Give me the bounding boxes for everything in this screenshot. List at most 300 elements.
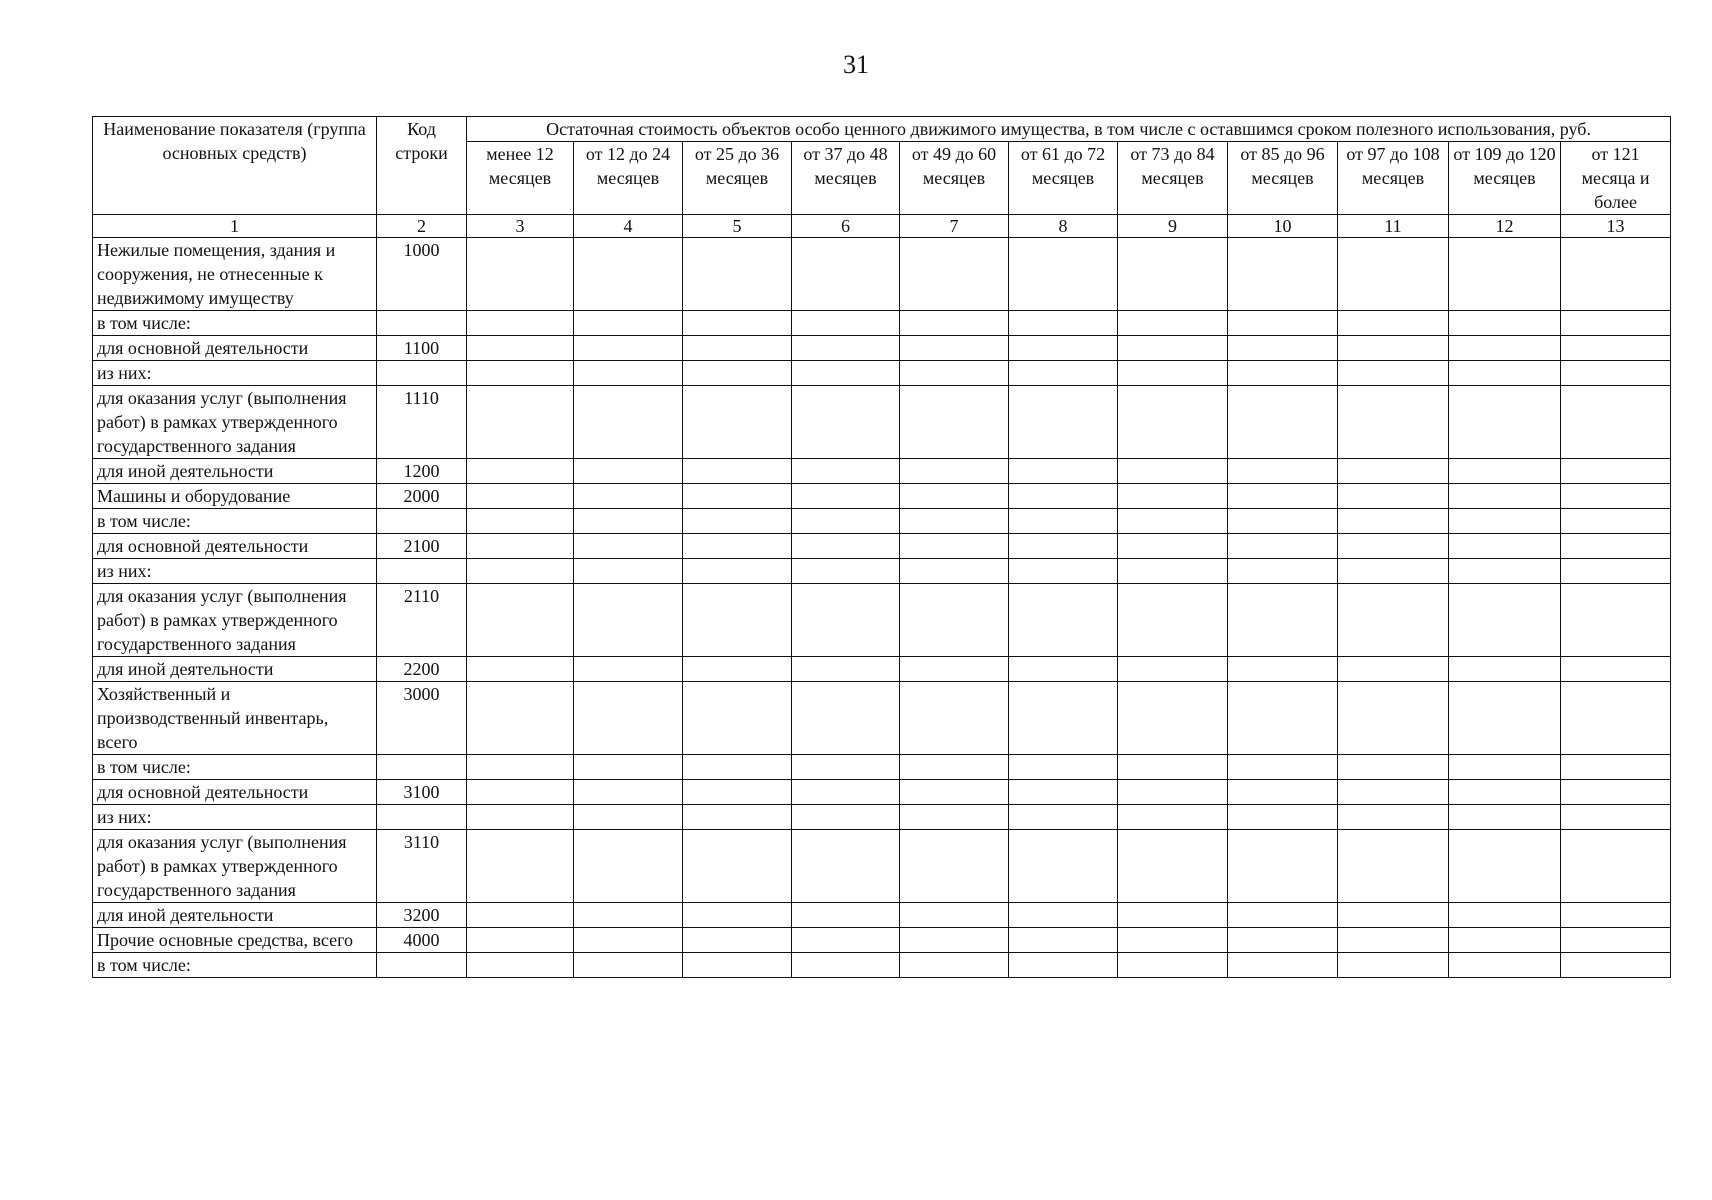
- table-row: [93, 459, 1671, 484]
- row-name: для оказания услуг (выполнения работ) в рамках утвержденного государственного задания: [93, 386, 377, 459]
- value-cell: [1228, 903, 1338, 928]
- value-cell: [683, 509, 792, 534]
- value-cell: [574, 361, 683, 386]
- table-row: [93, 559, 1671, 584]
- value-cell: [1338, 805, 1449, 830]
- value-cell: [1338, 953, 1449, 978]
- value-cell: [1449, 755, 1561, 780]
- header-period: от 37 до 48 месяцев: [792, 142, 900, 215]
- value-cell: [1561, 657, 1671, 682]
- value-cell: [1449, 238, 1561, 311]
- value-cell: [1561, 805, 1671, 830]
- value-cell: [1118, 903, 1228, 928]
- row-name: для иной деятельности: [93, 657, 377, 682]
- value-cell: [900, 386, 1009, 459]
- value-cell: [1118, 682, 1228, 755]
- value-cell: [792, 311, 900, 336]
- value-cell: [1561, 559, 1671, 584]
- value-cell: [1228, 238, 1338, 311]
- value-cell: [1228, 830, 1338, 903]
- value-cell: [792, 903, 900, 928]
- column-number: 8: [1009, 215, 1118, 238]
- table-row: [93, 336, 1671, 361]
- value-cell: [792, 805, 900, 830]
- value-cell: [1449, 805, 1561, 830]
- value-cell: [1118, 559, 1228, 584]
- table-row: [93, 903, 1671, 928]
- value-cell: [1561, 830, 1671, 903]
- value-cell: [1009, 928, 1118, 953]
- value-cell: [1228, 559, 1338, 584]
- row-name: для иной деятельности: [93, 459, 377, 484]
- value-cell: [683, 755, 792, 780]
- value-cell: [683, 559, 792, 584]
- value-cell: [467, 459, 574, 484]
- value-cell: [1449, 534, 1561, 559]
- row-name: для иной деятельности: [93, 903, 377, 928]
- value-cell: [1449, 484, 1561, 509]
- value-cell: [1118, 534, 1228, 559]
- value-cell: [1561, 682, 1671, 755]
- value-cell: [1561, 755, 1671, 780]
- row-code: [377, 755, 467, 780]
- value-cell: [1228, 336, 1338, 361]
- column-number: 6: [792, 215, 900, 238]
- value-cell: [1561, 238, 1671, 311]
- value-cell: [467, 755, 574, 780]
- table-row: [93, 755, 1671, 780]
- value-cell: [1449, 830, 1561, 903]
- column-number: 13: [1561, 215, 1671, 238]
- value-cell: [1561, 780, 1671, 805]
- value-cell: [1009, 830, 1118, 903]
- column-number: 2: [377, 215, 467, 238]
- value-cell: [792, 953, 900, 978]
- value-cell: [1561, 311, 1671, 336]
- value-cell: [1561, 386, 1671, 459]
- row-name: Машины и оборудование: [93, 484, 377, 509]
- value-cell: [1118, 657, 1228, 682]
- value-cell: [1009, 682, 1118, 755]
- value-cell: [574, 311, 683, 336]
- table-body: [93, 117, 1671, 978]
- value-cell: [1449, 953, 1561, 978]
- value-cell: [792, 559, 900, 584]
- row-code: 3000: [377, 682, 467, 755]
- table-row: [93, 238, 1671, 311]
- row-code: 3100: [377, 780, 467, 805]
- value-cell: [900, 584, 1009, 657]
- row-name: из них:: [93, 361, 377, 386]
- value-cell: [574, 459, 683, 484]
- value-cell: [1228, 657, 1338, 682]
- value-cell: [467, 509, 574, 534]
- value-cell: [467, 780, 574, 805]
- value-cell: [1009, 953, 1118, 978]
- value-cell: [1118, 953, 1228, 978]
- value-cell: [1338, 311, 1449, 336]
- value-cell: [900, 361, 1009, 386]
- value-cell: [792, 755, 900, 780]
- header-row-numbers: [93, 215, 1671, 238]
- row-code: 2000: [377, 484, 467, 509]
- value-cell: [1338, 830, 1449, 903]
- value-cell: [1449, 311, 1561, 336]
- value-cell: [1338, 238, 1449, 311]
- value-cell: [1338, 780, 1449, 805]
- value-cell: [574, 805, 683, 830]
- header-period: менее 12 месяцев: [467, 142, 574, 215]
- value-cell: [900, 336, 1009, 361]
- value-cell: [1338, 559, 1449, 584]
- value-cell: [1009, 311, 1118, 336]
- value-cell: [900, 682, 1009, 755]
- row-code: 2200: [377, 657, 467, 682]
- value-cell: [1449, 361, 1561, 386]
- value-cell: [467, 361, 574, 386]
- value-cell: [792, 509, 900, 534]
- value-cell: [792, 238, 900, 311]
- value-cell: [467, 559, 574, 584]
- header-code: Код строки: [377, 117, 467, 215]
- table-row: [93, 657, 1671, 682]
- row-code: [377, 805, 467, 830]
- value-cell: [1009, 484, 1118, 509]
- value-cell: [467, 311, 574, 336]
- value-cell: [467, 386, 574, 459]
- value-cell: [683, 361, 792, 386]
- header-period: от 121 месяца и более: [1561, 142, 1671, 215]
- value-cell: [574, 953, 683, 978]
- value-cell: [574, 780, 683, 805]
- value-cell: [1228, 484, 1338, 509]
- value-cell: [467, 336, 574, 361]
- value-cell: [792, 459, 900, 484]
- value-cell: [792, 336, 900, 361]
- value-cell: [1118, 805, 1228, 830]
- value-cell: [574, 386, 683, 459]
- value-cell: [900, 484, 1009, 509]
- value-cell: [467, 928, 574, 953]
- value-cell: [900, 459, 1009, 484]
- row-code: [377, 361, 467, 386]
- value-cell: [900, 928, 1009, 953]
- value-cell: [683, 780, 792, 805]
- value-cell: [1338, 386, 1449, 459]
- value-cell: [792, 534, 900, 559]
- table-row: [93, 805, 1671, 830]
- value-cell: [1449, 509, 1561, 534]
- row-name: для основной деятельности: [93, 336, 377, 361]
- value-cell: [1228, 780, 1338, 805]
- value-cell: [1009, 780, 1118, 805]
- value-cell: [792, 928, 900, 953]
- row-name: в том числе:: [93, 755, 377, 780]
- value-cell: [900, 755, 1009, 780]
- value-cell: [1561, 336, 1671, 361]
- value-cell: [1009, 336, 1118, 361]
- header-period: от 25 до 36 месяцев: [683, 142, 792, 215]
- value-cell: [1118, 509, 1228, 534]
- value-cell: [1338, 534, 1449, 559]
- value-cell: [574, 559, 683, 584]
- value-cell: [683, 928, 792, 953]
- value-cell: [467, 657, 574, 682]
- table-row: [93, 311, 1671, 336]
- header-group: Остаточная стоимость объектов особо ценного движимого имущества, в том числе с оставшимся сроком полезного использования, руб.: [467, 117, 1671, 142]
- value-cell: [1228, 534, 1338, 559]
- value-cell: [1228, 755, 1338, 780]
- value-cell: [1118, 928, 1228, 953]
- header-period: от 73 до 84 месяцев: [1118, 142, 1228, 215]
- value-cell: [1118, 780, 1228, 805]
- value-cell: [1338, 336, 1449, 361]
- value-cell: [574, 584, 683, 657]
- value-cell: [683, 311, 792, 336]
- value-cell: [1449, 584, 1561, 657]
- table-row: [93, 830, 1671, 903]
- value-cell: [1561, 903, 1671, 928]
- value-cell: [574, 682, 683, 755]
- value-cell: [1228, 953, 1338, 978]
- value-cell: [1009, 805, 1118, 830]
- row-name: для основной деятельности: [93, 780, 377, 805]
- value-cell: [1561, 459, 1671, 484]
- value-cell: [1338, 459, 1449, 484]
- header-period: от 49 до 60 месяцев: [900, 142, 1009, 215]
- value-cell: [792, 361, 900, 386]
- value-cell: [1449, 336, 1561, 361]
- value-cell: [1561, 534, 1671, 559]
- header-period: от 12 до 24 месяцев: [574, 142, 683, 215]
- row-code: [377, 559, 467, 584]
- table-row: [93, 509, 1671, 534]
- table-row: [93, 953, 1671, 978]
- row-code: 1200: [377, 459, 467, 484]
- value-cell: [900, 534, 1009, 559]
- value-cell: [1449, 903, 1561, 928]
- value-cell: [1228, 311, 1338, 336]
- header-name: Наименование показателя (группа основных средств): [93, 117, 377, 215]
- value-cell: [1449, 657, 1561, 682]
- value-cell: [900, 805, 1009, 830]
- value-cell: [1009, 459, 1118, 484]
- value-cell: [1118, 311, 1228, 336]
- row-code: 3110: [377, 830, 467, 903]
- value-cell: [1228, 928, 1338, 953]
- value-cell: [1118, 459, 1228, 484]
- value-cell: [900, 657, 1009, 682]
- value-cell: [1228, 459, 1338, 484]
- value-cell: [1118, 830, 1228, 903]
- column-number: 7: [900, 215, 1009, 238]
- value-cell: [1009, 534, 1118, 559]
- value-cell: [1009, 361, 1118, 386]
- value-cell: [1228, 386, 1338, 459]
- value-cell: [792, 830, 900, 903]
- value-cell: [792, 386, 900, 459]
- value-cell: [574, 534, 683, 559]
- row-name: из них:: [93, 805, 377, 830]
- row-name: в том числе:: [93, 953, 377, 978]
- table-row: [93, 534, 1671, 559]
- value-cell: [467, 584, 574, 657]
- value-cell: [900, 238, 1009, 311]
- value-cell: [683, 459, 792, 484]
- value-cell: [1228, 361, 1338, 386]
- value-cell: [467, 953, 574, 978]
- row-name: Прочие основные средства, всего: [93, 928, 377, 953]
- table-row: [93, 928, 1671, 953]
- header-period: от 97 до 108 месяцев: [1338, 142, 1449, 215]
- value-cell: [792, 584, 900, 657]
- value-cell: [683, 657, 792, 682]
- value-cell: [900, 311, 1009, 336]
- value-cell: [1449, 780, 1561, 805]
- value-cell: [683, 336, 792, 361]
- value-cell: [1009, 509, 1118, 534]
- value-cell: [1009, 903, 1118, 928]
- value-cell: [792, 780, 900, 805]
- value-cell: [1561, 509, 1671, 534]
- value-cell: [1561, 953, 1671, 978]
- value-cell: [1118, 755, 1228, 780]
- value-cell: [683, 805, 792, 830]
- value-cell: [1009, 755, 1118, 780]
- value-cell: [1449, 386, 1561, 459]
- row-code: 2100: [377, 534, 467, 559]
- table-row: [93, 484, 1671, 509]
- header-period: от 85 до 96 месяцев: [1228, 142, 1338, 215]
- value-cell: [1338, 903, 1449, 928]
- value-cell: [467, 484, 574, 509]
- row-code: 1110: [377, 386, 467, 459]
- value-cell: [574, 336, 683, 361]
- value-cell: [1449, 459, 1561, 484]
- value-cell: [574, 928, 683, 953]
- column-number: 11: [1338, 215, 1449, 238]
- value-cell: [574, 755, 683, 780]
- value-cell: [1228, 682, 1338, 755]
- value-cell: [467, 903, 574, 928]
- value-cell: [1228, 509, 1338, 534]
- value-cell: [1009, 584, 1118, 657]
- column-number: 9: [1118, 215, 1228, 238]
- value-cell: [1118, 484, 1228, 509]
- row-name: в том числе:: [93, 509, 377, 534]
- value-cell: [1338, 928, 1449, 953]
- value-cell: [1228, 805, 1338, 830]
- value-cell: [1338, 657, 1449, 682]
- value-cell: [1561, 484, 1671, 509]
- value-cell: [1009, 386, 1118, 459]
- row-code: [377, 953, 467, 978]
- value-cell: [574, 509, 683, 534]
- header-row-1: [93, 117, 1671, 142]
- value-cell: [574, 903, 683, 928]
- value-cell: [1118, 386, 1228, 459]
- value-cell: [1118, 361, 1228, 386]
- column-number: 1: [93, 215, 377, 238]
- value-cell: [574, 484, 683, 509]
- value-cell: [683, 484, 792, 509]
- value-cell: [683, 953, 792, 978]
- value-cell: [792, 484, 900, 509]
- value-cell: [574, 657, 683, 682]
- fixed-assets-table: [92, 116, 1671, 978]
- header-period: от 109 до 120 месяцев: [1449, 142, 1561, 215]
- value-cell: [1338, 509, 1449, 534]
- column-number: 12: [1449, 215, 1561, 238]
- column-number: 4: [574, 215, 683, 238]
- value-cell: [900, 903, 1009, 928]
- row-name: для оказания услуг (выполнения работ) в рамках утвержденного государственного задания: [93, 830, 377, 903]
- value-cell: [1338, 755, 1449, 780]
- value-cell: [1561, 361, 1671, 386]
- value-cell: [1338, 682, 1449, 755]
- row-name: в том числе:: [93, 311, 377, 336]
- value-cell: [467, 830, 574, 903]
- row-name: Хозяйственный и производственный инвентарь, всего: [93, 682, 377, 755]
- value-cell: [1009, 238, 1118, 311]
- column-number: 3: [467, 215, 574, 238]
- value-cell: [683, 830, 792, 903]
- row-code: [377, 311, 467, 336]
- value-cell: [1561, 584, 1671, 657]
- value-cell: [900, 509, 1009, 534]
- row-code: 1000: [377, 238, 467, 311]
- value-cell: [1449, 682, 1561, 755]
- value-cell: [683, 534, 792, 559]
- table-row: [93, 780, 1671, 805]
- value-cell: [683, 903, 792, 928]
- value-cell: [1449, 928, 1561, 953]
- value-cell: [467, 682, 574, 755]
- value-cell: [1009, 657, 1118, 682]
- row-code: 3200: [377, 903, 467, 928]
- value-cell: [1338, 361, 1449, 386]
- table-row: [93, 584, 1671, 657]
- row-code: [377, 509, 467, 534]
- value-cell: [683, 584, 792, 657]
- row-name: для оказания услуг (выполнения работ) в рамках утвержденного государственного задания: [93, 584, 377, 657]
- value-cell: [683, 682, 792, 755]
- row-name: для основной деятельности: [93, 534, 377, 559]
- value-cell: [683, 386, 792, 459]
- value-cell: [792, 682, 900, 755]
- header-period: от 61 до 72 месяцев: [1009, 142, 1118, 215]
- value-cell: [1118, 238, 1228, 311]
- row-code: 2110: [377, 584, 467, 657]
- value-cell: [1118, 584, 1228, 657]
- page-number: 31: [843, 50, 869, 79]
- row-code: 1100: [377, 336, 467, 361]
- value-cell: [467, 805, 574, 830]
- value-cell: [574, 238, 683, 311]
- value-cell: [900, 830, 1009, 903]
- value-cell: [1228, 584, 1338, 657]
- value-cell: [1561, 928, 1671, 953]
- value-cell: [900, 780, 1009, 805]
- value-cell: [683, 238, 792, 311]
- row-name: из них:: [93, 559, 377, 584]
- value-cell: [1118, 336, 1228, 361]
- column-number: 10: [1228, 215, 1338, 238]
- value-cell: [792, 657, 900, 682]
- table-row: [93, 386, 1671, 459]
- row-name: Нежилые помещения, здания и сооружения, не отнесенные к недвижимому имуществу: [93, 238, 377, 311]
- value-cell: [900, 559, 1009, 584]
